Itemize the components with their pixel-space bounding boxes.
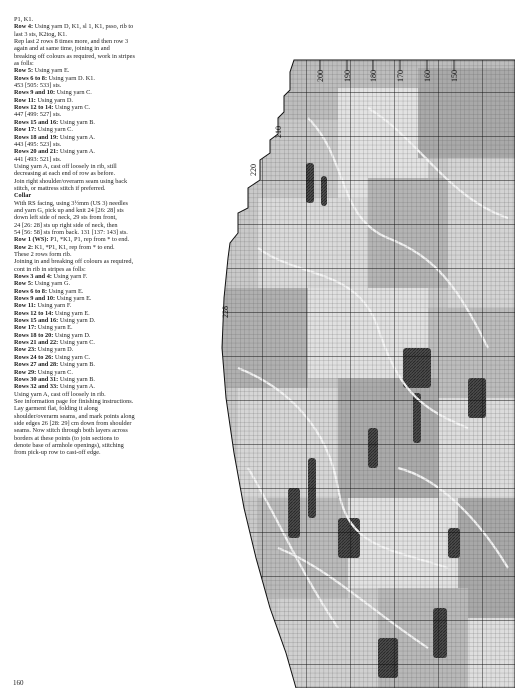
instruction-line: [14, 236, 214, 243]
chart-tick-label: 210: [274, 126, 283, 138]
instruction-text: K1, *P1, K1, rep from * to end.: [33, 243, 115, 251]
row-heading: Rows 12 to 14:: [14, 309, 54, 317]
instruction-text: decreasing at each end of row as before.: [14, 170, 116, 178]
row-heading: Rows 15 and 16:: [14, 118, 59, 126]
instruction-line: [14, 75, 214, 82]
row-heading: Row 23:: [14, 346, 37, 354]
instruction-text: 24 [26: 28] sts up right side of neck, then: [14, 221, 118, 229]
instruction-text: Using yarn C.: [55, 89, 92, 97]
instruction-text: down left side of neck, 29 sts from front,: [14, 214, 117, 222]
instruction-line: [14, 449, 214, 456]
instruction-text: Using yarn E.: [53, 309, 90, 317]
instruction-line: [14, 222, 214, 229]
instruction-line: [14, 391, 214, 398]
row-heading: Row 29:: [14, 368, 37, 376]
instruction-line: [14, 398, 214, 405]
instruction-text: Using yarn D.: [36, 346, 74, 354]
instruction-line: [14, 244, 214, 251]
chart-grid-major: [218, 48, 515, 688]
instruction-text: as folls:: [14, 60, 34, 68]
instruction-text: Using yarn B.: [58, 118, 95, 126]
instruction-line: [14, 302, 214, 309]
instruction-text: Using yarn D, K1, sl 1, K1, psso, rib to: [33, 23, 134, 31]
instruction-line: [14, 376, 214, 383]
instruction-text: Using yarn D. K1.: [47, 74, 95, 82]
instruction-line: [14, 339, 214, 346]
instruction-text: side edges 26 [28: 29] cm down from shoulder: [14, 419, 132, 427]
instruction-line: [14, 192, 214, 199]
instruction-text: Using yarn E.: [55, 295, 92, 303]
instruction-text: With RS facing, using 3½mm (US 3) needles: [14, 199, 128, 207]
instruction-text-column: [14, 16, 214, 457]
instruction-line: [14, 273, 214, 280]
instruction-line: [14, 97, 214, 104]
instruction-text: Lay garment flat, folding it along: [14, 405, 98, 413]
instruction-line: [14, 413, 214, 420]
row-heading: Rows 18 to 20:: [14, 331, 54, 339]
row-heading: Row 17:: [14, 324, 37, 332]
row-heading: Rows 6 to 8:: [14, 74, 48, 82]
instruction-line: [14, 141, 214, 148]
chart-fill-group: [218, 48, 515, 688]
instruction-line: [14, 53, 214, 60]
instruction-text: shoulder/overarm seams, and mark points along: [14, 412, 135, 420]
row-heading: Row 17:: [14, 126, 37, 134]
chart-tick-label: 190: [343, 70, 352, 82]
instruction-line: [14, 214, 214, 221]
instruction-text: again and at same time, joining in and: [14, 45, 110, 53]
chart-tick-label: 220: [249, 164, 258, 176]
row-heading: Rows 24 to 26:: [14, 353, 54, 361]
row-heading: Collar: [14, 192, 32, 200]
instruction-text: Using yarn C.: [36, 126, 73, 134]
instruction-line: [14, 82, 214, 89]
instruction-line: [14, 405, 214, 412]
instruction-line: [14, 288, 214, 295]
row-heading: Rows 21 and 22:: [14, 339, 59, 347]
instruction-text: P1, *K1, P1, rep from * to end.: [48, 236, 130, 244]
instruction-line: [14, 295, 214, 302]
instruction-line: [14, 104, 214, 111]
instruction-text: Using yarn D.: [53, 331, 91, 339]
instruction-line: [14, 119, 214, 126]
row-heading: Rows 6 to 8:: [14, 287, 48, 295]
instruction-text: Using yarn C.: [36, 368, 73, 376]
instruction-line: [14, 420, 214, 427]
chart-tick-label: 228: [221, 306, 230, 318]
instruction-line: [14, 148, 214, 155]
instruction-line: [14, 354, 214, 361]
instruction-text: Using yarn E.: [47, 287, 84, 295]
instruction-text: Join right shoulder/overarm seam using back: [14, 177, 128, 185]
instruction-text: 443 [495: 523] sts.: [14, 140, 62, 148]
row-heading: Rows 32 and 33:: [14, 383, 59, 391]
instruction-line: [14, 134, 214, 141]
row-heading: Rows 27 and 28:: [14, 361, 59, 369]
instruction-text: See information page for finishing instructions.: [14, 397, 134, 405]
instruction-text: Using yarn B.: [58, 375, 95, 383]
instruction-line: [14, 383, 214, 390]
instruction-text: 54 [56: 58] sts from back. 131 [137: 143] sts.: [14, 228, 128, 236]
row-heading: Rows 9 and 10:: [14, 295, 56, 303]
instruction-line: [14, 170, 214, 177]
instruction-line: [14, 369, 214, 376]
instruction-line: [14, 45, 214, 52]
knitting-chart: [218, 48, 515, 688]
instruction-line: [14, 251, 214, 258]
chart-tick-label: 150: [450, 70, 459, 82]
instruction-text: cont in rib in stripes as folls:: [14, 265, 86, 273]
instruction-line: [14, 185, 214, 192]
instruction-line: [14, 317, 214, 324]
instruction-text: Using yarn D.: [35, 96, 73, 104]
instruction-line: [14, 163, 214, 170]
instruction-text: Using yarn A.: [58, 148, 95, 156]
instruction-line: [14, 324, 214, 331]
instruction-line: [14, 60, 214, 67]
row-heading: Row 5:: [14, 280, 34, 288]
instruction-line: [14, 361, 214, 368]
instruction-line: [14, 89, 214, 96]
instruction-text: last 3 sts, K2tog, K1.: [14, 30, 68, 38]
instruction-text: denote base of armhole openings), stitching: [14, 441, 124, 449]
instruction-text: Using yarn B.: [58, 361, 95, 369]
row-heading: Rows 12 to 14:: [14, 104, 54, 112]
instruction-line: [14, 346, 214, 353]
row-heading: Rows 18 and 19:: [14, 133, 59, 141]
instruction-text: from pick-up row to cast-off edge.: [14, 449, 101, 457]
row-heading: Rows 9 and 10:: [14, 89, 56, 97]
instruction-line: [14, 67, 214, 74]
instruction-line: [14, 38, 214, 45]
row-heading: Row 1 (WS):: [14, 236, 49, 244]
chart-grid-area: [218, 48, 515, 688]
row-heading: Row 2:: [14, 243, 34, 251]
instruction-line: [14, 111, 214, 118]
instruction-text: 441 [493: 521] sts.: [14, 155, 62, 163]
instruction-line: [14, 229, 214, 236]
instruction-text: 453 [505: 533] sts.: [14, 82, 62, 90]
row-heading: Rows 15 and 16:: [14, 317, 59, 325]
instruction-text: Using yarn A.: [58, 133, 95, 141]
instruction-line: [14, 16, 214, 23]
instruction-text: Using yarn A.: [58, 383, 95, 391]
instruction-line: [14, 435, 214, 442]
instruction-text: Using yarn F.: [35, 302, 72, 310]
row-heading: Rows 3 and 4:: [14, 273, 52, 281]
instruction-line: [14, 266, 214, 273]
chart-tick-label: 160: [423, 70, 432, 82]
instruction-text: Using yarn A, cast off loosely in rib.: [14, 390, 106, 398]
instruction-text: Using yarn C.: [53, 353, 91, 361]
chart-tick-label: 180: [369, 70, 378, 82]
instruction-line: [14, 332, 214, 339]
instruction-text: 447 [499: 527] sts.: [14, 111, 62, 119]
instruction-line: [14, 207, 214, 214]
instruction-line: [14, 442, 214, 449]
instruction-text: seams. Now stitch through both layers across: [14, 427, 128, 435]
row-heading: Row 5:: [14, 67, 34, 75]
row-heading: Row 11:: [14, 96, 36, 104]
instruction-line: [14, 258, 214, 265]
instruction-text: Using yarn C.: [58, 339, 95, 347]
instruction-line: [14, 280, 214, 287]
instruction-line: [14, 156, 214, 163]
row-heading: Row 11:: [14, 302, 36, 310]
instruction-text: Using yarn E.: [36, 324, 73, 332]
instruction-line: [14, 23, 214, 30]
instruction-text: breaking off colours as required, work in stripes: [14, 52, 135, 60]
instruction-text: Using yarn G.: [33, 280, 71, 288]
instruction-line: [14, 31, 214, 38]
instruction-line: [14, 126, 214, 133]
instruction-text: Using yarn A, cast off loosely in rib, still: [14, 162, 117, 170]
instruction-text: Using yarn D.: [58, 317, 96, 325]
row-heading: Rows 20 and 21:: [14, 148, 59, 156]
instruction-text: P1, K1.: [14, 16, 34, 23]
instruction-text: Using yarn F.: [51, 273, 88, 281]
row-heading: Row 4:: [14, 23, 34, 31]
instruction-line: [14, 178, 214, 185]
chart-tick-label: 170: [396, 70, 405, 82]
instruction-text: Rep last 2 rows 8 times more, and then row 3: [14, 38, 129, 46]
instruction-text: borders at these points (to join sections to: [14, 434, 119, 442]
row-heading: Rows 30 and 31:: [14, 375, 59, 383]
instruction-text: These 2 rows form rib.: [14, 251, 72, 258]
instruction-line: [14, 200, 214, 207]
instruction-text: Using yarn E.: [33, 67, 70, 75]
instruction-text: Joining in and breaking off colours as required,: [14, 258, 134, 266]
instruction-line: [14, 310, 214, 317]
page-number: 160: [13, 679, 24, 687]
chart-tick-label: 200: [316, 70, 325, 82]
instruction-text: Using yarn C.: [53, 104, 91, 112]
instruction-line: [14, 427, 214, 434]
instruction-text: stitch, or mattress stitch if preferred.: [14, 184, 106, 192]
instruction-text: and yarn G, pick up and knit 24 [26: 28] sts: [14, 206, 124, 214]
